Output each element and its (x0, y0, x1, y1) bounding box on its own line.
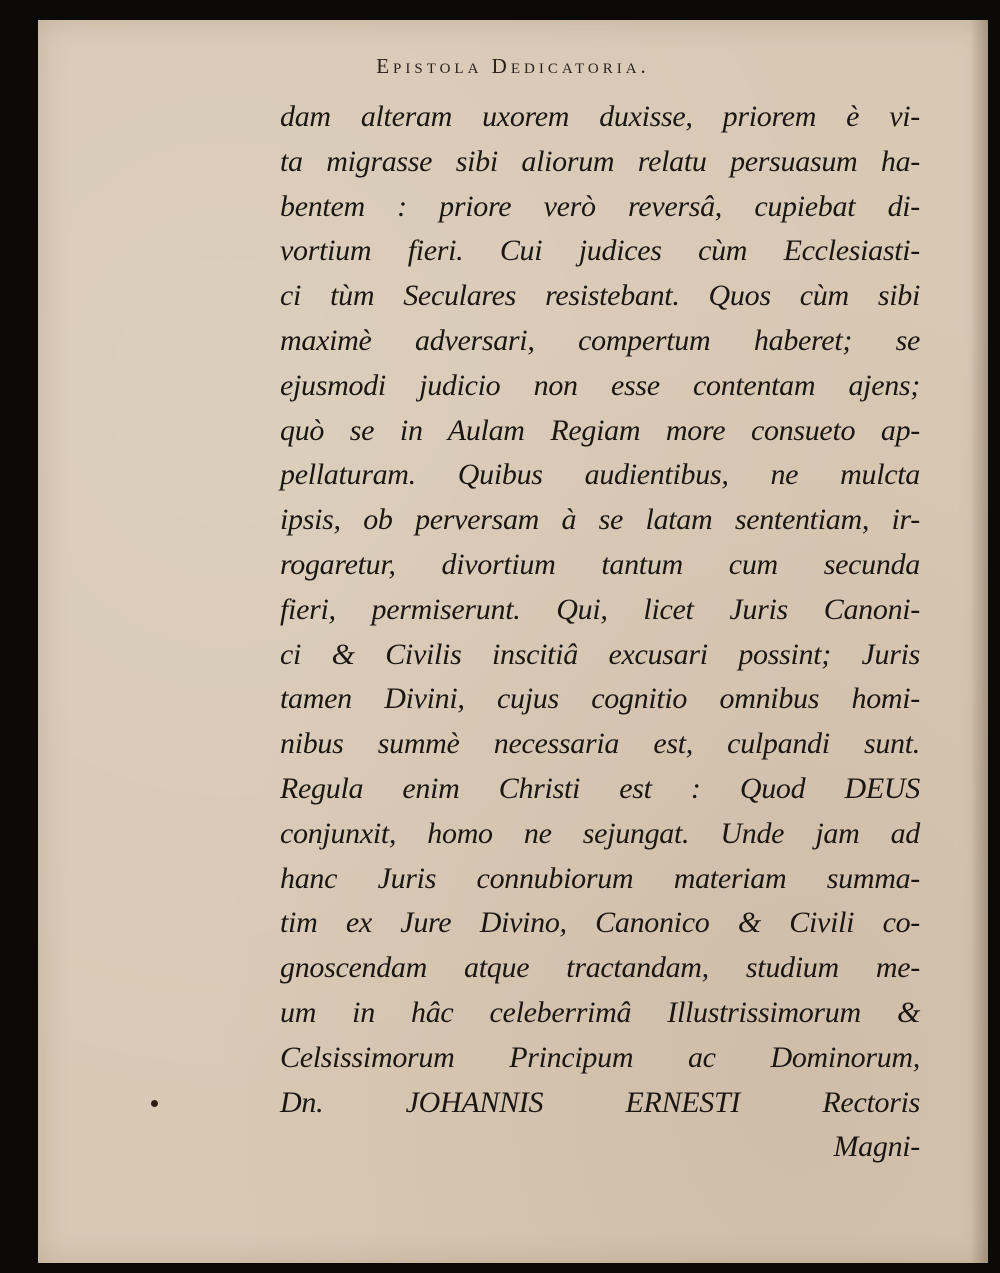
ink-spot (151, 1100, 158, 1107)
running-head: Epistola Dedicatoria. (376, 54, 650, 78)
text-line: ci & Civilis inscitiâ excusari possint; Juris (280, 637, 920, 671)
text-line: conjunxit, homo ne sejungat. Unde jam ad (280, 816, 920, 850)
text-line: Dn. JOHANNIS ERNESTI Rectoris (280, 1085, 920, 1119)
text-line: hanc Juris connubiorum materiam summa- (280, 861, 920, 895)
text-line: maximè adversari, compertum haberet; se (280, 323, 920, 357)
text-line: ta migrasse sibi aliorum relatu persuasum ha- (280, 144, 920, 178)
text-line: vortium fieri. Cui judices cùm Ecclesiasti- (280, 234, 920, 268)
text-line: gnoscendam atque tractandam, studium me- (280, 951, 920, 985)
text-block (280, 95, 920, 1170)
catchword: Magni- (833, 1130, 920, 1164)
text-line: bentem : priore verò reversâ, cupiebat di- (280, 189, 920, 223)
text-line: nibus summè necessaria est, culpandi sunt. (280, 727, 920, 761)
text-line: dam alteram uxorem duxisse, priorem è vi- (280, 100, 920, 133)
text-line: Regula enim Christi est : Quod DEUS (280, 771, 920, 805)
book-page (38, 20, 988, 1263)
text-line: tamen Divini, cujus cognitio omnibus homi- (280, 682, 920, 716)
text-line: pellaturam. Quibus audientibus, ne mulcta (280, 458, 920, 492)
text-line: Celsissimorum Principum ac Dominorum, (280, 1040, 920, 1074)
text-line: ci tùm Seculares resistebant. Quos cùm sibi (280, 279, 920, 313)
text-line: rogaretur, divortium tantum cum secunda (280, 547, 920, 581)
text-line: ipsis, ob perversam à se latam sententiam, ir- (280, 503, 920, 537)
text-line: ejusmodi judicio non esse contentam ajens; (280, 368, 920, 402)
text-line: fieri, permiserunt. Qui, licet Juris Canoni- (280, 592, 920, 626)
text-line: um in hâc celeberrimâ Illustrissimorum & (280, 995, 920, 1029)
page-edge-shadow (970, 20, 988, 1263)
text-line: tim ex Jure Divino, Canonico & Civili co- (280, 906, 920, 940)
text-line: quò se in Aulam Regiam more consueto ap- (280, 413, 920, 447)
